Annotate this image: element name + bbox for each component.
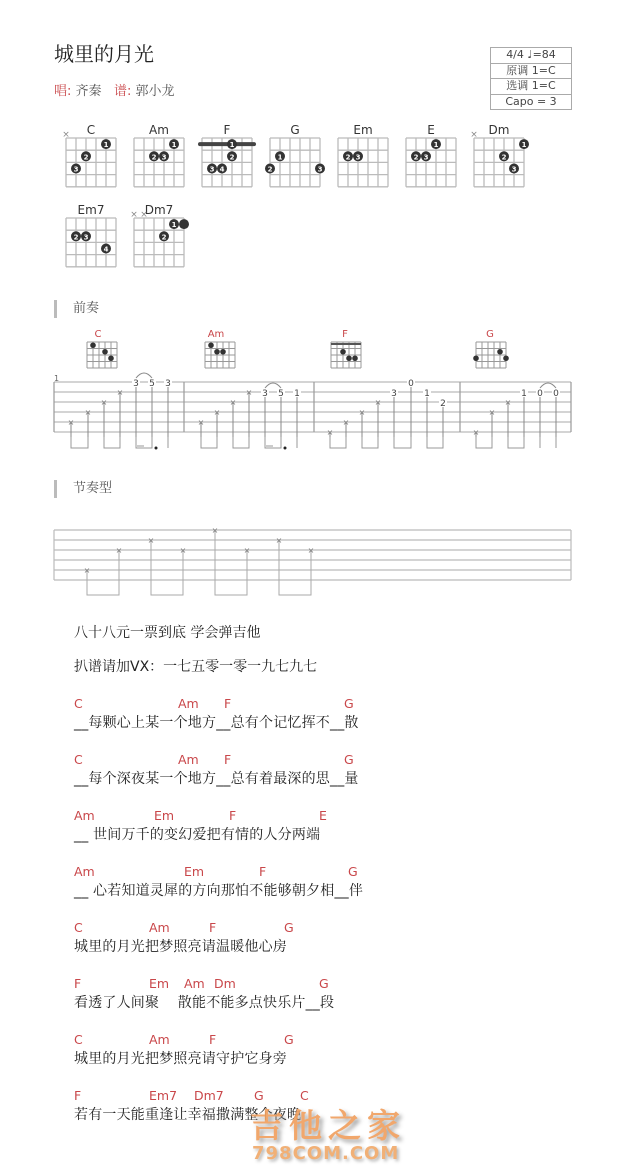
svg-text:×: × [374, 398, 382, 407]
svg-text:×: × [213, 408, 221, 417]
svg-text:5: 5 [149, 379, 155, 389]
chord-diagram-G [265, 138, 325, 187]
svg-text:1: 1 [103, 141, 109, 150]
svg-text:3: 3 [355, 153, 361, 162]
chord-symbol: G [348, 864, 358, 879]
chord-symbol: Am [178, 752, 199, 767]
svg-text:×: × [67, 418, 75, 427]
svg-text:×: × [275, 536, 283, 545]
lyric-line [74, 808, 327, 844]
svg-text:3: 3 [209, 165, 215, 174]
chord-line [74, 696, 359, 712]
selected-key: 选调 1=C [491, 79, 571, 95]
svg-text:1: 1 [229, 141, 235, 150]
chord-symbol: Am [178, 696, 199, 711]
chord-line [74, 864, 363, 880]
chord-symbol: F [74, 976, 82, 991]
watermark-logo: 吉他之家 [250, 1106, 406, 1145]
chord-symbol: C [300, 1088, 309, 1103]
svg-text:×: × [307, 546, 315, 555]
svg-text:3: 3 [161, 153, 167, 162]
svg-text:×: × [62, 130, 70, 140]
svg-text:×: × [100, 398, 108, 407]
chord-symbol: F [224, 696, 232, 711]
chord-symbol: Am [74, 864, 95, 879]
tab-chord-label: G [486, 329, 494, 340]
chord-symbol: E [319, 808, 327, 823]
svg-text:1: 1 [521, 389, 527, 399]
chord-name: C [86, 123, 96, 137]
chord-diagram-E [406, 138, 456, 187]
watermark-url: 798COM.COM [252, 1143, 400, 1164]
svg-text:0: 0 [553, 389, 559, 399]
original-key: 原调 1=C [491, 64, 571, 80]
svg-text:3: 3 [511, 165, 517, 174]
tab-chord-label: Am [207, 329, 225, 340]
chord-symbol: F [229, 808, 237, 823]
svg-text:1: 1 [433, 141, 439, 150]
svg-text:×: × [147, 536, 155, 545]
svg-text:2: 2 [73, 233, 79, 242]
chord-grid-graphics [0, 0, 630, 280]
section-header-intro: 前奏 [54, 300, 99, 318]
tab-chord-label: C [94, 329, 102, 340]
lyric-line [74, 920, 294, 956]
chord-symbol: C [74, 752, 83, 767]
chord-symbol: Am [184, 976, 205, 991]
chord-name: Am [149, 123, 169, 137]
svg-text:3: 3 [165, 379, 171, 389]
chord-name: Em [353, 123, 373, 137]
chord-diagram-Em7 [66, 218, 116, 267]
chord-diagram-C [62, 130, 116, 187]
svg-text:2: 2 [440, 399, 446, 409]
svg-text:×: × [116, 388, 124, 397]
svg-text:×: × [470, 130, 478, 140]
chord-name: Em7 [77, 203, 105, 217]
lyric-line [74, 864, 363, 900]
chord-diagram-F [200, 138, 254, 187]
svg-text:×: × [179, 546, 187, 555]
svg-text:3: 3 [391, 389, 397, 399]
lyric-line [74, 1032, 294, 1068]
lyric-text: __每颗心上某一个地方__总有个记忆挥不__散 [74, 715, 359, 731]
lyric-text: 看透了人间聚 散能不能多点快乐片__段 [74, 995, 335, 1011]
svg-text:×: × [229, 398, 237, 407]
svg-text:3: 3 [423, 153, 429, 162]
chord-diagram-Am [134, 138, 184, 187]
chord-symbol: Em [149, 976, 170, 991]
lyric-text: 若有一天能重逢让幸福撒满整个夜晚 [74, 1107, 302, 1123]
svg-text:5: 5 [278, 389, 284, 399]
intro-tablature [0, 320, 630, 460]
chord-symbol: F [259, 864, 267, 879]
chord-line [74, 1032, 294, 1048]
chord-symbol: G [284, 1032, 294, 1047]
measure-number: 1 [54, 374, 60, 383]
chord-symbol: C [74, 696, 83, 711]
promo-text: 八十八元一票到底 学会弹吉他 [74, 625, 261, 641]
svg-text:2: 2 [501, 153, 507, 162]
svg-text:×: × [211, 526, 219, 535]
lyric-text: 城里的月光把梦照亮请温暖他心房 [74, 939, 287, 955]
svg-text:×: × [84, 408, 92, 417]
svg-text:×: × [83, 566, 91, 575]
chord-symbol: F [209, 1032, 217, 1047]
svg-text:2: 2 [151, 153, 157, 162]
chord-line [74, 752, 359, 768]
chord-symbol: Am [149, 1032, 170, 1047]
svg-text:2: 2 [229, 153, 235, 162]
time-tempo: 4/4 ♩=84 [491, 48, 571, 64]
chord-symbol: G [284, 920, 294, 935]
chord-symbol: Dm7 [194, 1088, 224, 1103]
svg-text:2: 2 [413, 153, 419, 162]
song-title: 城里的月光 [54, 42, 154, 66]
singer-name: 齐秦 [75, 84, 102, 99]
svg-text:×: × [488, 408, 496, 417]
lyric-line [74, 696, 359, 732]
svg-text:×: × [130, 210, 138, 220]
svg-text:2: 2 [345, 153, 351, 162]
lyric-text: __ 心若知道灵犀的方向那怕不能够朝夕相__伴 [74, 883, 364, 899]
chord-name: G [290, 123, 300, 137]
chord-diagram-Dm7 [130, 210, 189, 267]
svg-text:4: 4 [219, 165, 225, 174]
contact-text: 扒谱请加VX：一七五零一零一九七九七 [74, 659, 318, 675]
chord-symbol: F [209, 920, 217, 935]
chord-symbol: G [254, 1088, 264, 1103]
chord-symbol: Em [154, 808, 175, 823]
lyric-text: __ 世间万千的变幻爱把有情的人分两端 [74, 827, 321, 843]
svg-text:×: × [472, 428, 480, 437]
chord-diagrams [0, 0, 630, 280]
svg-text:2: 2 [267, 165, 273, 174]
chord-line [74, 976, 334, 992]
svg-text:4: 4 [103, 245, 109, 254]
chord-symbol: G [344, 752, 354, 767]
lyric-text: 城里的月光把梦照亮请守护它身旁 [74, 1051, 287, 1067]
svg-text:×: × [504, 398, 512, 407]
svg-text:3: 3 [133, 379, 139, 389]
svg-text:1: 1 [277, 153, 283, 162]
chord-symbol: G [319, 976, 329, 991]
chord-name: Dm [488, 123, 510, 137]
lyric-line [74, 752, 359, 788]
chord-diagram-Em [338, 138, 388, 187]
svg-text:×: × [140, 210, 148, 220]
svg-text:2: 2 [161, 233, 167, 242]
svg-text:×: × [342, 418, 350, 427]
section-header-rhythm: 节奏型 [54, 480, 112, 498]
chord-line [74, 920, 294, 936]
lyric-text: __每个深夜某一个地方__总有着最深的思__量 [74, 771, 359, 787]
singer-label: 唱: [54, 84, 72, 99]
chord-name: F [223, 123, 231, 137]
svg-text:3: 3 [83, 233, 89, 242]
svg-text:1: 1 [424, 389, 430, 399]
chord-symbol: C [74, 1032, 83, 1047]
chord-symbol: Am [74, 808, 95, 823]
chord-symbol: Am [149, 920, 170, 935]
svg-text:×: × [358, 408, 366, 417]
chord-symbol: F [224, 752, 232, 767]
svg-text:×: × [326, 428, 334, 437]
svg-text:1: 1 [521, 141, 527, 150]
chord-line [74, 808, 327, 824]
tab-chord-label: F [342, 329, 348, 340]
svg-text:1: 1 [294, 389, 300, 399]
rhythm-pattern-staff [0, 520, 630, 600]
chord-symbol: Em [184, 864, 205, 879]
svg-text:3: 3 [73, 165, 79, 174]
svg-text:0: 0 [408, 379, 414, 389]
chord-symbol: C [74, 920, 83, 935]
chord-diagram-Dm [470, 130, 529, 187]
svg-text:1: 1 [171, 141, 177, 150]
chord-symbol: Dm [214, 976, 236, 991]
chord-name: E [427, 123, 435, 137]
svg-text:×: × [245, 388, 253, 397]
svg-text:×: × [197, 418, 205, 427]
chord-symbol: F [74, 1088, 82, 1103]
svg-text:1: 1 [171, 221, 177, 230]
transcriber-label: 谱: [113, 84, 132, 99]
chord-symbol: Em7 [149, 1088, 178, 1103]
svg-text:0: 0 [537, 389, 543, 399]
capo: Capo = 3 [505, 94, 557, 108]
svg-text:2: 2 [83, 153, 89, 162]
chord-name: Dm7 [144, 203, 174, 217]
svg-text:×: × [115, 546, 123, 555]
chord-symbol: G [344, 696, 354, 711]
transcriber-name: 郭小龙 [135, 84, 175, 99]
svg-text:3: 3 [317, 165, 323, 174]
lyric-line [74, 976, 334, 1012]
svg-text:3: 3 [262, 389, 268, 399]
svg-text:×: × [243, 546, 251, 555]
